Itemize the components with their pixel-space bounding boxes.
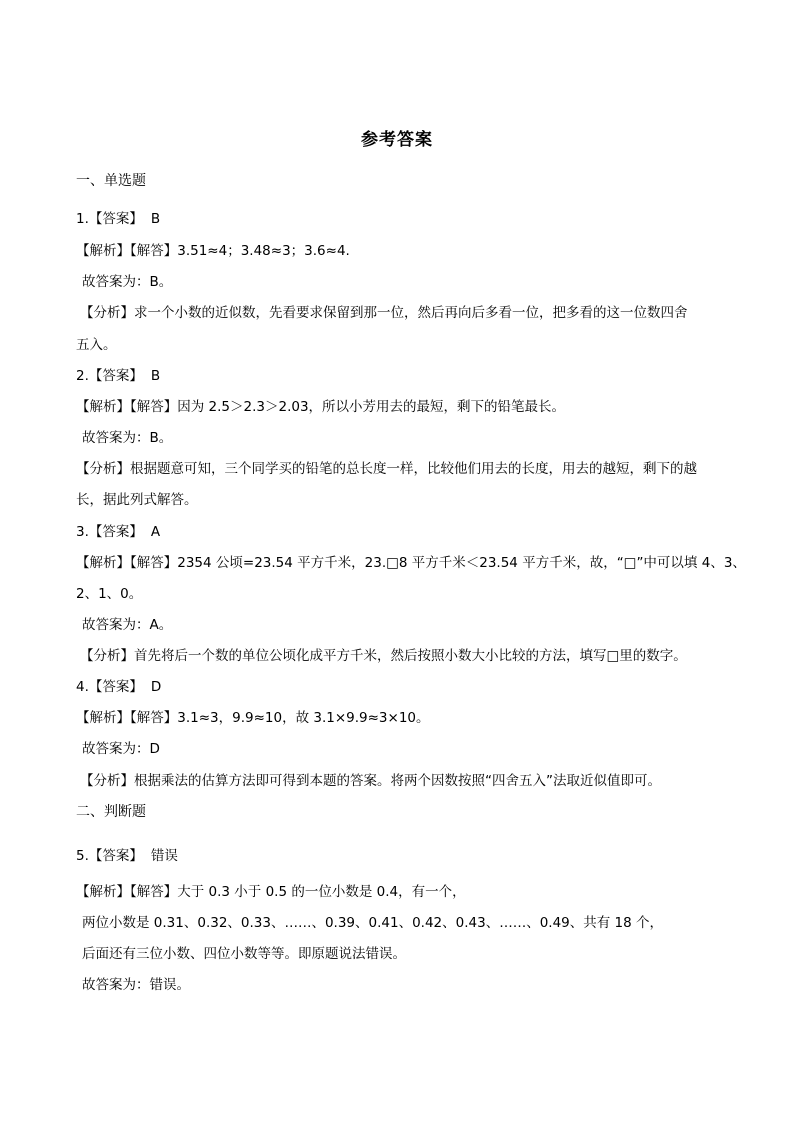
q3-conclusion: 故答案为：A。	[82, 617, 173, 633]
q4-conclusion: 故答案为：D	[82, 741, 160, 757]
q2-answer-value: B	[150, 368, 161, 384]
q3-answer-label: 3.【答案】	[76, 524, 143, 540]
section-heading-single-choice: 一、单选题	[76, 173, 146, 189]
q1-answer-line	[76, 210, 736, 228]
q2-explanation-line-1: 【分析】根据题意可知，三个同学买的铅笔的总长度一样，比较他们用去的长度，用去的越短，剩下的越	[76, 461, 697, 477]
q2-answer-label: 2.【答案】	[76, 368, 143, 384]
q5-analysis-line-2: 两位小数是 0.31、0.32、0.33、……、0.39、0.41、0.42、0.43、……、0.49、共有 18 个，	[82, 915, 664, 931]
q1-explanation-line-1: 【分析】求一个小数的近似数，先看要求保留到那一位，然后再向后多看一位，把多看的这一位数四舍	[80, 305, 688, 321]
q2-answer-line	[76, 367, 736, 385]
q4-answer-value: D	[150, 679, 162, 695]
q3-analysis-line-2: 2、1、0。	[76, 586, 143, 602]
q4-explanation: 【分析】根据乘法的估算方法即可得到本题的答案。将两个因数按照“四舍五入”法取近似值即可。	[80, 773, 661, 789]
q2-explanation-line-2: 长，据此列式解答。	[76, 492, 198, 508]
q3-answer-line	[76, 523, 736, 541]
q5-answer-line	[76, 847, 736, 865]
q5-answer-label: 5.【答案】	[76, 848, 143, 864]
q3-explanation: 【分析】首先将后一个数的单位公顷化成平方千米，然后按照小数大小比较的方法，填写□里的数字。	[80, 648, 687, 664]
q1-explanation-line-2: 五入。	[76, 337, 117, 353]
q5-analysis-line-3: 后面还有三位小数、四位小数等等。即原题说法错误。	[82, 946, 406, 962]
q5-analysis-line-1: 【解析】【解答】大于 0.3 小于 0.5 的一位小数是 0.4，有一个，	[76, 884, 466, 900]
section-heading-judge: 二、判断题	[76, 804, 146, 820]
q1-answer-label: 1.【答案】	[76, 211, 143, 227]
q4-answer-label: 4.【答案】	[76, 679, 143, 695]
page-title: 参考答案	[361, 130, 433, 150]
q2-analysis: 【解析】【解答】因为 2.5＞2.3＞2.03，所以小芳用去的最短，剩下的铅笔最长。	[76, 399, 566, 415]
q2-conclusion: 故答案为：B。	[82, 430, 173, 446]
q4-analysis: 【解析】【解答】3.1≈3，9.9≈10，故 3.1×9.9≈3×10。	[76, 710, 430, 726]
q3-analysis-line-1: 【解析】【解答】2354 公顷=23.54 平方千米，23.□8 平方千米＜23.54 平方千米，故，“□”中可以填 4、3、	[76, 555, 746, 571]
q4-answer-line	[76, 678, 736, 696]
q5-answer-value: 错误	[150, 848, 178, 864]
q1-answer-value: B	[150, 211, 161, 227]
q1-analysis: 【解析】【解答】3.51≈4；3.48≈3；3.6≈4.	[76, 243, 350, 259]
q1-conclusion: 故答案为：B。	[82, 274, 173, 290]
q3-answer-value: A	[150, 524, 161, 540]
q5-conclusion: 故答案为：错误。	[82, 977, 190, 993]
